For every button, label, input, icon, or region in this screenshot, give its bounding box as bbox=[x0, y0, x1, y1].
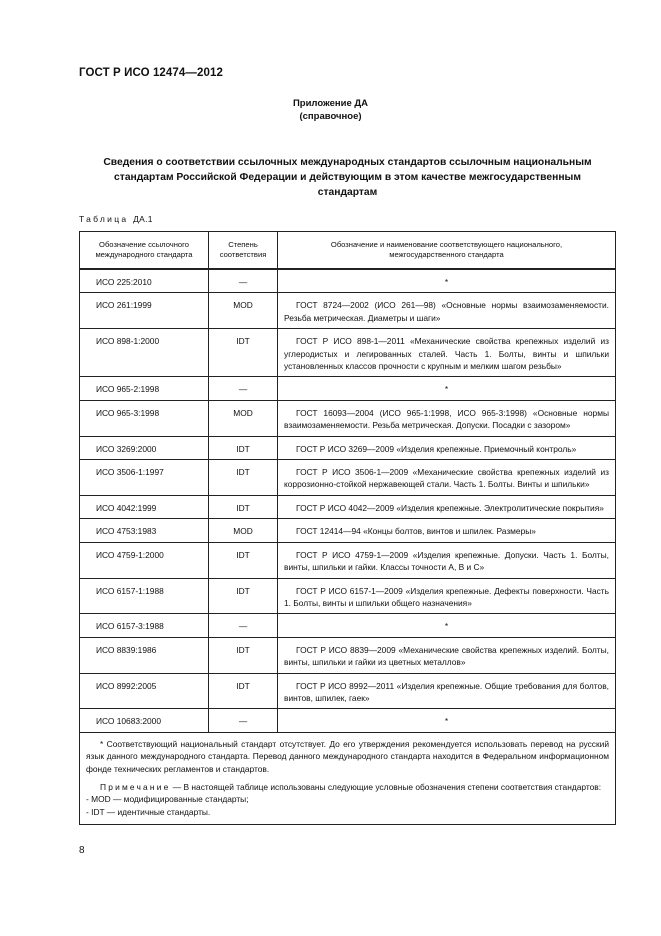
table-row bbox=[80, 436, 616, 459]
row-reference: ИСО 225:2010 bbox=[80, 269, 209, 293]
row-national-standard bbox=[278, 460, 616, 496]
row-reference: ИСО 8992:2005 bbox=[80, 673, 209, 709]
correspondence-table bbox=[79, 231, 616, 825]
table-row bbox=[80, 377, 616, 400]
row-national-text: ГОСТ Р ИСО 8839—2009 «Механические свойства крепежных изделий. Болты, винты, шпильки и гайки из цветных металлов» bbox=[284, 644, 609, 668]
table-label bbox=[79, 214, 153, 224]
section-title-line: стандартам Российской Федерации и действующим в этом качестве межгосударственным bbox=[114, 172, 581, 183]
table-header-row bbox=[80, 232, 616, 270]
row-degree: MOD bbox=[209, 519, 278, 542]
row-national-text: ГОСТ Р ИСО 4759-1—2009 «Изделия крепежные. Допуски. Часть 1. Болты, винты, шпильки и гайки. Классы точности А, В и С» bbox=[284, 549, 609, 573]
row-national-standard bbox=[278, 578, 616, 614]
row-reference: ИСО 3506-1:1997 bbox=[80, 460, 209, 496]
row-national-text: ГОСТ Р ИСО 898-1—2011 «Механические свойства крепежных изделий из углеродистых и легированных сталей. Часть 1. Болты, винты и шпильки установленных классов прочности с крупным и мелким шагом резьбы» bbox=[284, 336, 609, 372]
table-row bbox=[80, 269, 616, 293]
row-national-standard: * bbox=[278, 614, 616, 637]
table-row bbox=[80, 637, 616, 673]
appendix-subtitle: (справочное) bbox=[299, 111, 362, 122]
row-national-text: ГОСТ Р ИСО 8992—2011 «Изделия крепежные. Общие требования для болтов, винтов, шпилек, гаек» bbox=[284, 680, 609, 703]
table-row bbox=[80, 614, 616, 637]
row-reference: ИСО 6157-3:1988 bbox=[80, 614, 209, 637]
section-title-line: Сведения о соответствии ссылочных международных стандартов ссылочным национальным bbox=[103, 157, 592, 168]
row-degree: — bbox=[209, 709, 278, 732]
appendix-block bbox=[0, 97, 661, 123]
row-reference: ИСО 261:1999 bbox=[80, 293, 209, 329]
table-row bbox=[80, 293, 616, 329]
row-reference: ИСО 8839:1986 bbox=[80, 637, 209, 673]
row-degree: IDT bbox=[209, 436, 278, 459]
row-degree: IDT bbox=[209, 329, 278, 377]
row-national-standard: * bbox=[278, 709, 616, 732]
row-national-standard bbox=[278, 519, 616, 542]
table-label-prefix: Таблица bbox=[79, 214, 129, 224]
page-number: 8 bbox=[79, 845, 85, 856]
row-reference: ИСО 965-3:1998 bbox=[80, 400, 209, 436]
row-degree: IDT bbox=[209, 542, 278, 578]
row-degree: IDT bbox=[209, 673, 278, 709]
table-label-id: ДА.1 bbox=[133, 214, 153, 224]
row-national-text: ГОСТ 8724—2002 (ИСО 261—98) «Основные нормы взаимозаменяемости. Резьба метрическая. Диаметры и шаги» bbox=[284, 300, 609, 323]
row-national-standard bbox=[278, 637, 616, 673]
note-text: — В настоящей таблице использованы следующие условные обозначения степени соответствия стандартов: bbox=[170, 781, 602, 792]
row-national-standard bbox=[278, 293, 616, 329]
table-footnote: * Соответствующий национальный стандарт отсутствует. До его утверждения рекомендуется использовать перевод на русский язык данного международного стандарта. Перевод данного международного стандарта находится в Федеральном информационном фонде технических регламентов и стандартов. bbox=[86, 738, 609, 774]
table-row bbox=[80, 329, 616, 377]
row-national-text: ГОСТ 16093—2004 (ИСО 965-1:1998, ИСО 965-3:1998) «Основные нормы взаимозаменяемости. Резьба метрическая. Допуски. Посадки с зазором» bbox=[284, 407, 609, 431]
row-national-standard bbox=[278, 673, 616, 709]
row-degree: MOD bbox=[209, 293, 278, 329]
table-row bbox=[80, 460, 616, 496]
row-reference: ИСО 4759-1:2000 bbox=[80, 542, 209, 578]
row-reference: ИСО 6157-1:1988 bbox=[80, 578, 209, 614]
row-national-standard: * bbox=[278, 377, 616, 400]
note-item: - IDT — идентичные стандарты. bbox=[86, 806, 211, 817]
row-degree: — bbox=[209, 269, 278, 293]
row-degree: IDT bbox=[209, 460, 278, 496]
row-national-standard bbox=[278, 436, 616, 459]
note-item: - MOD — модифицированные стандарты; bbox=[86, 794, 249, 805]
row-national-standard bbox=[278, 542, 616, 578]
row-degree: IDT bbox=[209, 495, 278, 518]
table-row bbox=[80, 495, 616, 518]
row-degree: MOD bbox=[209, 400, 278, 436]
row-national-text: ГОСТ Р ИСО 4042—2009 «Изделия крепежные. Электролитические покрытия» bbox=[296, 502, 604, 513]
column-header-reference: Обозначение ссылочного международного стандарта bbox=[80, 232, 209, 270]
table-row bbox=[80, 519, 616, 542]
row-national-text: ГОСТ 12414—94 «Концы болтов, винтов и шпилек. Размеры» bbox=[296, 526, 536, 537]
row-degree: — bbox=[209, 614, 278, 637]
row-reference: ИСО 4042:1999 bbox=[80, 495, 209, 518]
row-reference: ИСО 3269:2000 bbox=[80, 436, 209, 459]
row-national-standard bbox=[278, 400, 616, 436]
table-row bbox=[80, 542, 616, 578]
row-national-text: ГОСТ Р ИСО 3269—2009 «Изделия крепежные. Приемочный контроль» bbox=[296, 443, 577, 454]
row-degree: IDT bbox=[209, 637, 278, 673]
row-degree: IDT bbox=[209, 578, 278, 614]
row-reference: ИСО 10683:2000 bbox=[80, 709, 209, 732]
row-degree: — bbox=[209, 377, 278, 400]
row-national-standard bbox=[278, 495, 616, 518]
table-row bbox=[80, 400, 616, 436]
section-title-line: стандартам bbox=[317, 187, 378, 198]
table-row bbox=[80, 673, 616, 709]
table-row bbox=[80, 709, 616, 732]
table-row bbox=[80, 578, 616, 614]
section-title bbox=[80, 155, 615, 200]
appendix-title: Приложение ДА bbox=[292, 98, 369, 109]
table-notes bbox=[80, 732, 616, 824]
row-national-standard bbox=[278, 329, 616, 377]
row-reference: ИСО 898-1:2000 bbox=[80, 329, 209, 377]
row-national-text: ГОСТ Р ИСО 6157-1—2009 «Изделия крепежные. Дефекты поверхности. Часть 1. Болты, винты и шпильки общего назначения» bbox=[284, 585, 609, 608]
table-note bbox=[86, 781, 609, 793]
row-national-text: ГОСТ Р ИСО 3506-1—2009 «Механические свойства крепежных изделий из коррозионно-стойкой нержавеющей стали. Часть 1. Болты. Винты и шпильки» bbox=[284, 467, 609, 490]
column-header-national: Обозначение и наименование соответствующего национального, межгосударственного стандарта bbox=[278, 232, 616, 270]
column-header-degree: Степень соответствия bbox=[209, 232, 278, 270]
row-national-standard: * bbox=[278, 269, 616, 293]
row-reference: ИСО 4753:1983 bbox=[80, 519, 209, 542]
row-reference: ИСО 965-2:1998 bbox=[80, 377, 209, 400]
document-code: ГОСТ Р ИСО 12474—2012 bbox=[79, 67, 224, 79]
note-label: Примечание bbox=[100, 781, 171, 792]
